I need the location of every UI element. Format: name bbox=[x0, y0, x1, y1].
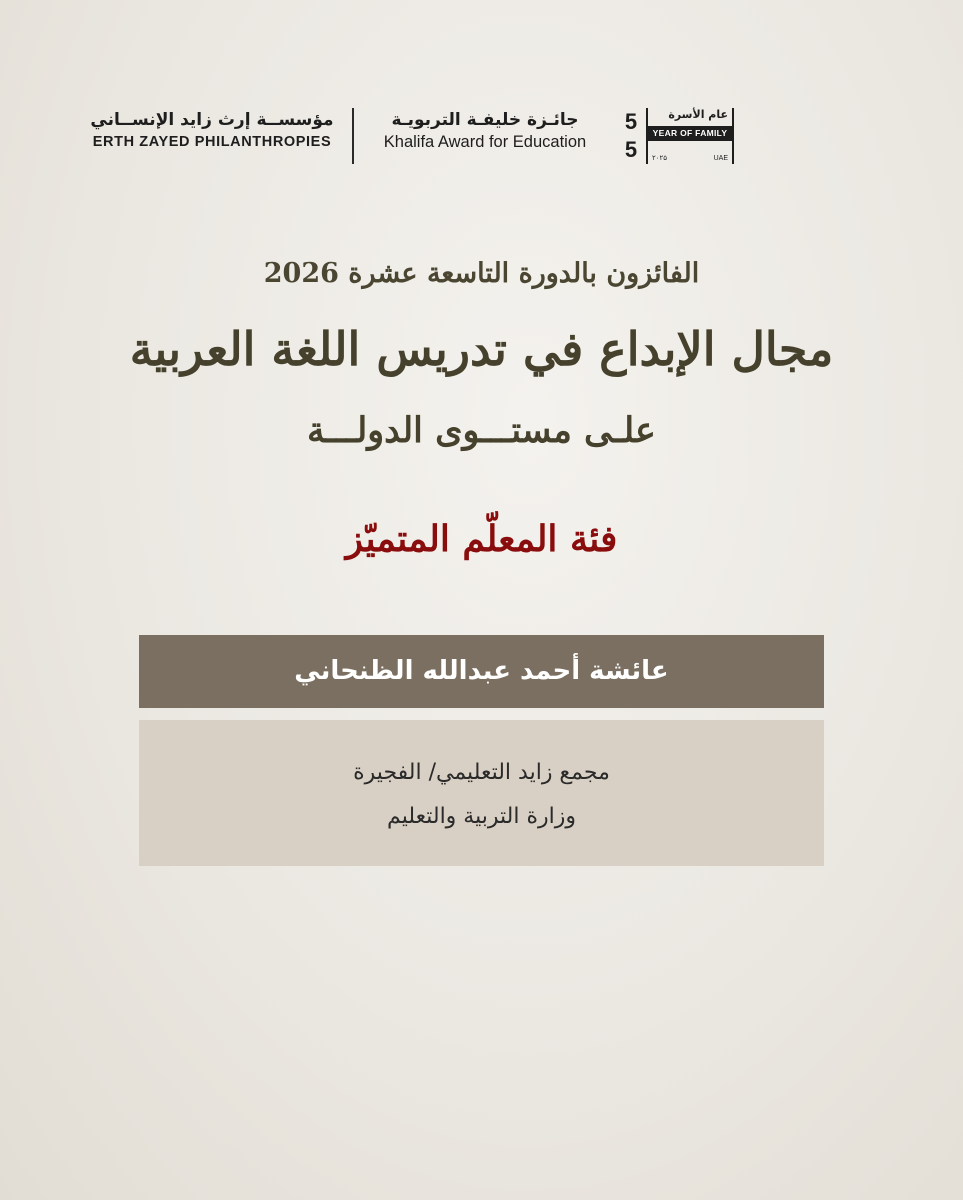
winner-name: عائشة أحمد عبدالله الظنحاني bbox=[294, 656, 669, 686]
yof-number-top: 5 bbox=[624, 109, 638, 134]
khalifa-award-logo bbox=[362, 110, 608, 152]
logo-bar bbox=[0, 104, 963, 174]
category-title: فئة المعلّم المتميّز bbox=[345, 518, 618, 560]
erth-arabic-name: مؤسســة إرث زايد الإنســاني bbox=[90, 110, 334, 130]
level-title: علـى مستـــوى الدولـــة bbox=[307, 410, 656, 451]
edition-subtitle: الفائزون بالدورة التاسعة عشرة 2026 bbox=[263, 258, 700, 289]
winner-info-panel bbox=[139, 720, 824, 866]
logo-divider bbox=[352, 108, 354, 164]
yof-english: YEAR OF FAMILY bbox=[648, 126, 732, 141]
erth-english-name: ERTH ZAYED PHILANTHROPIES bbox=[92, 134, 332, 150]
khalifa-arabic-name: جائـزة خليفـة التربويـة bbox=[391, 110, 579, 130]
erth-zayed-logo bbox=[78, 110, 346, 150]
year-of-family-logo bbox=[618, 106, 734, 168]
yof-arabic: عام الأسرة bbox=[668, 108, 728, 121]
yof-number-bottom: 5 bbox=[624, 137, 638, 162]
winner-organization: وزارة التربية والتعليم bbox=[387, 804, 576, 829]
winner-school: مجمع زايد التعليمي/ الفجيرة bbox=[353, 760, 610, 785]
yof-foot-right: UAE bbox=[713, 155, 728, 162]
yof-foot-left: ۲۰۲۵ bbox=[652, 154, 668, 162]
khalifa-english-name: Khalifa Award for Education bbox=[383, 133, 587, 151]
winner-name-banner bbox=[139, 635, 824, 708]
field-title: مجال الإبداع في تدريس اللغة العربية bbox=[129, 322, 834, 376]
yof-frame bbox=[646, 108, 734, 164]
